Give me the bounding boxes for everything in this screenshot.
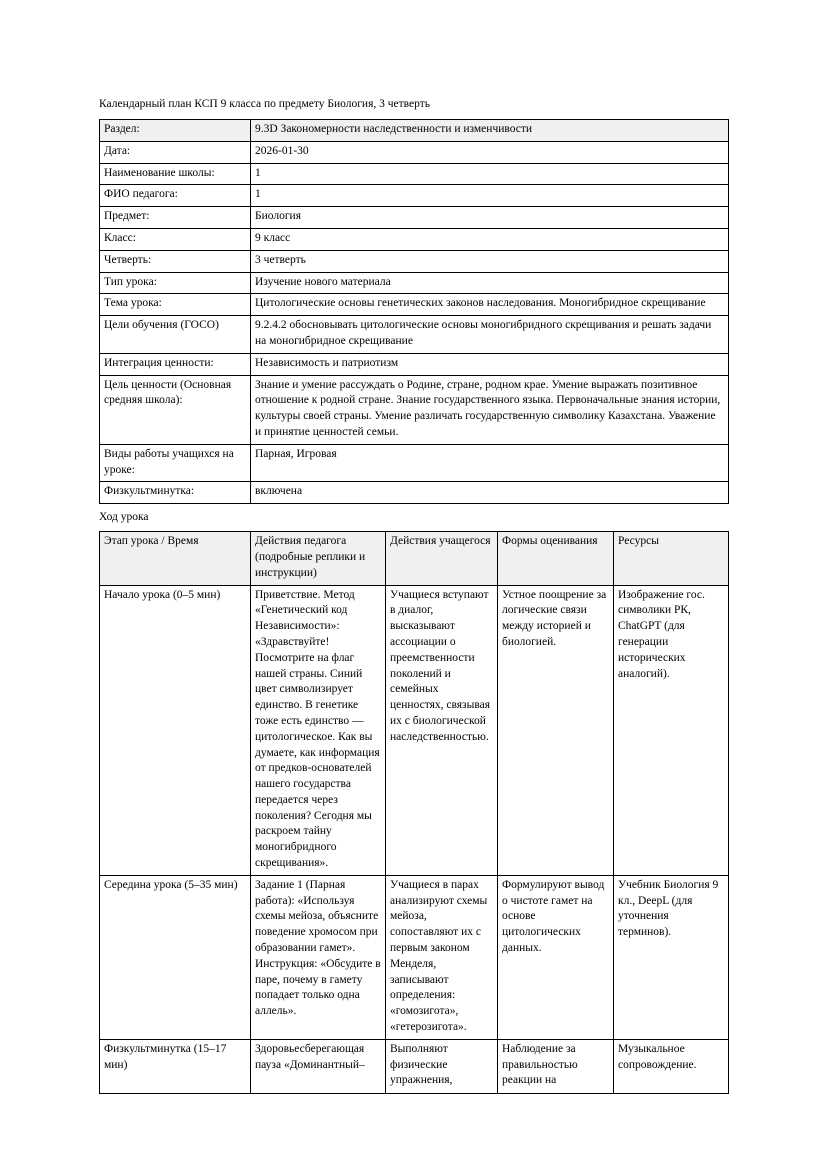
info-value: 2026-01-30 [251,141,729,163]
cell-resources-text: Музыкальное сопровождение. [618,1042,697,1071]
lesson-flow-table [99,531,729,1094]
table-row [100,272,729,294]
table-row [100,585,729,875]
cell-teacher-actions [251,1039,386,1093]
cell-assessment: Устное поощрение за логические связи между историей и биологией. [498,585,614,875]
cell-student-actions: Учащиеся вступают в диалог, высказывают ассоциации о преемственности поколений и семейных ценностях, связывая их с биологической наследственностью. [386,585,498,875]
cell-teacher-actions: Задание 1 (Парная работа): «Используя схемы мейоза, объясните поведение хромосом при образовании гамет». Инструкция: «Обсудите в паре, почему в гамету попадает только одна аллель». [251,875,386,1039]
info-label: Физкультминутка: [100,482,251,504]
cell-student-actions-text: Выполняют физические упражнения, [390,1042,453,1087]
info-value: Цитологические основы генетических законов наследования. Моногибридное скрещивание [251,294,729,316]
table-row [100,163,729,185]
cell-assessment: Формулируют вывод о чистоте гамет на основе цитологических данных. [498,875,614,1039]
table-row [100,141,729,163]
cell-stage: Начало урока (0–5 мин) [100,585,251,875]
info-value: Изучение нового материала [251,272,729,294]
table-header-row [100,532,729,585]
section-caption-lesson-flow: Ход урока [99,511,149,524]
cell-stage [100,1039,251,1093]
cell-stage: Середина урока (5–35 мин) [100,875,251,1039]
table-row [100,228,729,250]
info-label: Раздел: [100,120,251,142]
info-value: Независимость и патриотизм [251,353,729,375]
info-label: Виды работы учащихся на уроке: [100,444,251,482]
document-content [99,96,728,1094]
cell-assessment-text: Наблюдение за правильностью реакции на [502,1042,578,1087]
column-header-stage: Этап урока / Время [100,532,251,585]
cell-resources: Учебник Биология 9 кл., DeepL (для уточнения терминов). [614,875,729,1039]
info-value: 9 класс [251,228,729,250]
table-row [100,250,729,272]
info-label: Цели обучения (ГОСО) [100,316,251,354]
table-row [100,185,729,207]
info-label: ФИО педагога: [100,185,251,207]
info-value: Знание и умение рассуждать о Родине, стране, родном крае. Умение выражать позитивное отношение к родной стране. Знание государственного языка. Первоначальные знания истории, культуры своей страны. Умение различать государственную символику Казахстана. Уважение и принятие ценностей семьи. [251,375,729,444]
info-label: Предмет: [100,207,251,229]
info-value: Биология [251,207,729,229]
lesson-info-table [99,119,729,504]
cell-resources: Изображение гос. символики РК, ChatGPT (для генерации исторических аналогий). [614,585,729,875]
table-row [100,1039,729,1093]
cell-resources [614,1039,729,1093]
cell-student-actions: Учащиеся в парах анализируют схемы мейоза, сопоставляют их с первым законом Менделя, записывают определения: «гомозигота», «гетерозигота». [386,875,498,1039]
table-row [100,875,729,1039]
info-value: Парная, Игровая [251,444,729,482]
info-value: 3 четверть [251,250,729,272]
info-label: Класс: [100,228,251,250]
info-label: Интеграция ценности: [100,353,251,375]
cell-assessment [498,1039,614,1093]
info-value: 1 [251,163,729,185]
info-label: Цель ценности (Основная средняя школа): [100,375,251,444]
info-value: 9.3D Закономерности наследственности и изменчивости [251,120,729,142]
column-header-resources: Ресурсы [614,532,729,585]
info-label: Тема урока: [100,294,251,316]
table-row [100,120,729,142]
table-row [100,353,729,375]
cell-stage-text: Физкультминутка (15–17 мин) [104,1042,227,1071]
column-header-assessment: Формы оценивания [498,532,614,585]
cell-student-actions [386,1039,498,1093]
page-title: Календарный план КСП 9 класса по предмету Биология, 3 четверть [99,98,430,110]
info-value: 9.2.4.2 обосновывать цитологические основы моногибридного скрещивания и решать задачи на моногибридное скрещивание [251,316,729,354]
table-row [100,316,729,354]
lesson-info-body [100,120,729,504]
table-row [100,294,729,316]
info-value: включена [251,482,729,504]
info-label: Дата: [100,141,251,163]
table-row [100,207,729,229]
info-label: Тип урока: [100,272,251,294]
column-header-student-actions: Действия учащегося [386,532,498,585]
table-row [100,375,729,444]
table-row [100,444,729,482]
info-label: Наименование школы: [100,163,251,185]
info-label: Четверть: [100,250,251,272]
info-value: 1 [251,185,729,207]
lesson-flow-header [100,532,729,585]
cell-teacher-actions: Приветствие. Метод «Генетический код Независимости»: «Здравствуйте! Посмотрите на флаг нашей страны. Синий цвет символизирует единство. В генетике тоже есть единство — цитологическое. Как вы думаете, как информация от предков-основателей нашего государства передается через поколения? Сегодня мы раскроем тайну моногибридного скрещивания». [251,585,386,875]
table-row [100,482,729,504]
lesson-flow-body [100,585,729,1093]
cell-teacher-actions-text: Здоровьесберегающая пауза «Доминантный– [255,1042,365,1071]
column-header-teacher-actions: Действия педагога (подробные реплики и инструкции) [251,532,386,585]
